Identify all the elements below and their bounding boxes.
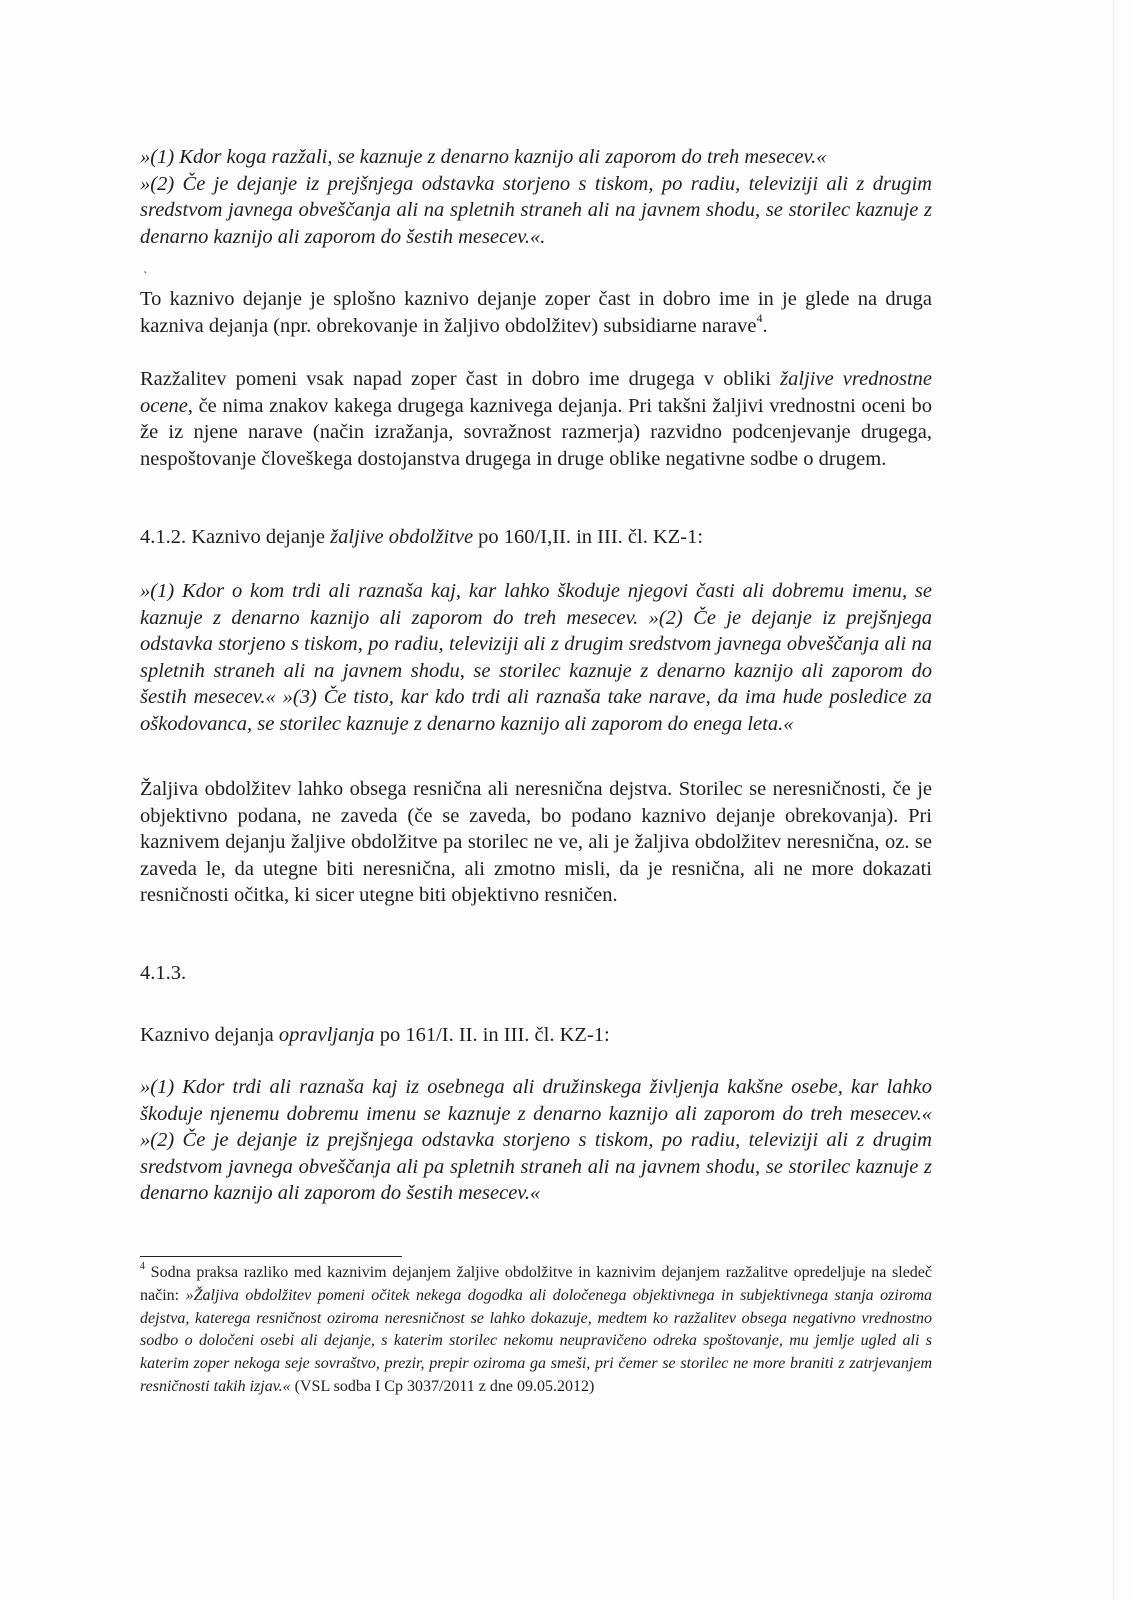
footnote-reference[interactable]: 4 xyxy=(756,310,763,325)
heading-text: 4.1.3. xyxy=(140,962,187,984)
emphasis-term: opravljanja xyxy=(278,1024,375,1046)
stray-mark: ` xyxy=(143,270,148,285)
paragraph-end: . xyxy=(762,314,768,337)
quote-paragraph-1: »(1) Kdor koga razžali, se kaznuje z denarno kaznijo ali zaporom do treh mesecev.« xyxy=(140,146,827,168)
paragraph-text: Razžalitev pomeni vsak napad zoper čast in dobro ime drugega v obliki xyxy=(140,368,781,390)
footnote-citation: (VSL sodba I Cp 3037/2011 z dne 09.05.2012) xyxy=(290,1377,595,1395)
footnote-separator xyxy=(140,1256,402,1257)
heading-opravljanje xyxy=(140,1022,932,1049)
footnote-number: 4 xyxy=(140,1260,145,1272)
paragraph-text: To kaznivo dejanje je splošno kaznivo dejanje zoper čast in dobro ime in je glede na druga kazniva dejanja (npr. obrekovanje in žaljivo obdolžitev) subsidiarne narave xyxy=(140,288,932,337)
quote-block-obdolzitev xyxy=(140,578,932,738)
quote-block-opravljanje xyxy=(140,1074,932,1207)
section-heading-4-1-2 xyxy=(140,524,932,551)
heading-text: Kaznivo dejanja xyxy=(140,1024,279,1046)
paragraph-razzalitev xyxy=(140,366,932,472)
heading-text: po 161/I. II. in III. čl. KZ-1: xyxy=(374,1024,610,1046)
paragraph-text: Žaljiva obdolžitev lahko obsega resnična ali neresnična dejstva. Storilec se neresničnosti, če je objektivno podana, ne zaveda (če se zaveda, bo podano kaznivo dejanje obrekovanja). Pri kaznivem dejanju žaljive obdolžitve pa storilec ne ve, ali je žaljiva obdolžitev neresnična, oz. se zaveda le, da utegne biti neresnična, ali zmotno misli, da je resnična, ali ne more dokazati resničnosti očitka, ki sicer utegne biti objektivno resničen. xyxy=(140,778,932,907)
footnote-4 xyxy=(140,1262,932,1399)
footnote-quote: »Žaljiva obdolžitev pomeni očitek nekega dogodka ali določenega objektivnega in subjektivnega stanja oziroma dejstva, katerega resničnost oziroma neresničnost se lahko dokazuje, medtem ko razžalitev obsega negativno vrednostno sodbo o določeni osebi ali dejanje, s katerim storilec nekomu neupravičeno odreka spoštovanje, mu jemlje ugled ali s katerim zoper nekoga seje sovraštvo, prezir, prepir oziroma ga smeši, pri čemer se storilec ne more braniti z zatrjevanjem resničnosti takih izjav.« xyxy=(140,1286,933,1395)
section-heading-4-1-3 xyxy=(140,960,932,987)
heading-text: 4.1.2. Kaznivo dejanje xyxy=(140,526,331,548)
heading-text: po 160/I,II. in III. čl. KZ-1: xyxy=(473,526,704,548)
scan-edge-shadow xyxy=(1113,0,1114,1600)
emphasis-term: žaljive obdolžitve xyxy=(330,526,474,548)
paragraph-text: , če nima znakov kakega drugega kaznivega dejanja. Pri takšni žaljivi vrednostni oceni bo že iz njene narave (način izražanja, sovražnost razmerja) razvidno podcenjevanje drugega, nespoštovanje človeškega dostojanstva drugega in druge oblike negativne sodbe o drugem. xyxy=(140,394,932,470)
footnote-text: Sodna praksa razliko med kaznivim dejanjem žaljive obdolžitve in kaznivim dejanjem razžalitve opredeljuje na sledeč način: xyxy=(140,1264,932,1304)
emphasis-term: žaljive vrednostne ocene xyxy=(140,368,932,417)
paragraph-obdolzitev xyxy=(140,776,932,909)
quote-paragraph-2: »(2) Če je dejanje iz prejšnjega odstavka storjeno s tiskom, po radiu, televiziji ali z drugim sredstvom javnega obveščanja ali na spletnih straneh ali na javnem shodu, se storilec kaznuje z denarno kaznijo ali zaporom do šestih mesecev.«. xyxy=(140,172,932,248)
quote-paragraph: »(1) Kdor trdi ali raznaša kaj iz osebnega ali družinskega življenja kakšne osebe, kar lahko škoduje njenemu dobremu imenu se kaznuje z denarno kaznijo ali zaporom do treh mesecev.« »(2) Če je dejanje iz prejšnjega odstavka storjeno s tiskom, po radiu, televiziji ali z drugim sredstvom javnega obveščanja ali pa spletnih straneh ali na javnem shodu, se storilec kaznuje z denarno kaznijo ali zaporom do šestih mesecev.« xyxy=(140,1076,932,1205)
quote-block-razzalitev xyxy=(140,144,932,250)
quote-paragraph: »(1) Kdor o kom trdi ali raznaša kaj, kar lahko škoduje njegovi časti ali dobremu imenu, se kaznuje z denarno kaznijo ali zaporom do treh mesecev. »(2) Če je dejanje iz prejšnjega odstavka storjeno s tiskom, po radiu, televiziji ali z drugim sredstvom javnega obveščanja ali na spletnih straneh ali na javnem shodu, se storilec kaznuje z denarno kaznijo ali zaporom do šestih mesecev.« »(3) Če tisto, kar kdo trdi ali raznaša take narave, da ima hude posledice za oškodovanca, se storilec kaznuje z denarno kaznijo ali zaporom do enega leta.« xyxy=(140,580,932,735)
paragraph-subsidiary xyxy=(140,286,932,339)
